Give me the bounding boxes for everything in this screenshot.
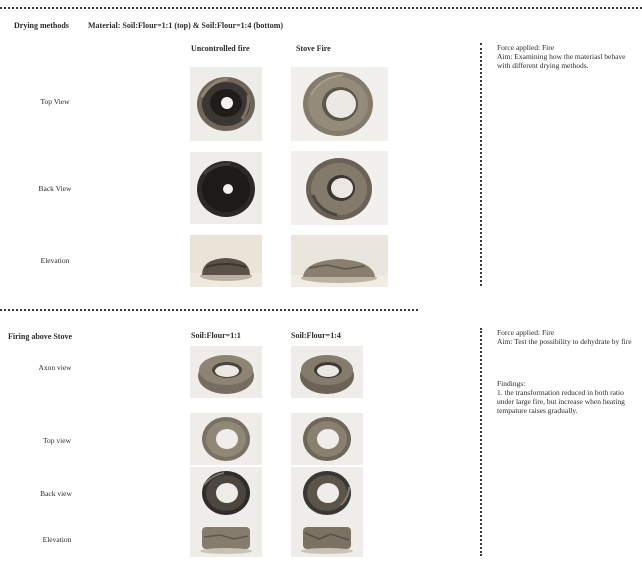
section2-row-top: Top view (42, 436, 71, 445)
photo-stove-elevation (291, 235, 388, 287)
section2-row-back: Back view (40, 489, 72, 498)
section1-material: Material: Soil:Flour=1:1 (top) & Soil:Flour=1:4 (bottom) (88, 21, 284, 30)
section2-title: Firing above Stove (8, 332, 72, 341)
section2-vertical-divider (480, 328, 482, 556)
section2-finding-1: 1. the transformation reduced in both ratio under large fire, but increase when heating tempature raises gradually. (497, 388, 625, 415)
section1-note-force: Force applied: Fire (497, 43, 555, 52)
photo-1-1-elevation (190, 519, 262, 557)
section1-row-top-view: Top View (40, 97, 70, 106)
photo-stove-back (291, 151, 388, 225)
photo-uncontrolled-elevation (190, 235, 262, 287)
middle-divider (0, 309, 418, 311)
section2-note-aim: Aim: Test the possibility to dehydrate by fire (497, 337, 632, 346)
photo-uncontrolled-top (190, 67, 262, 141)
section1-note-aim: Aim: Examining how the materiasl behave with different drying methods. (497, 52, 626, 70)
photo-uncontrolled-back (190, 152, 262, 224)
section1-col-stove: Stove Fire (296, 44, 331, 53)
photo-stove-top (291, 67, 388, 141)
section2-findings-title: Findings: (497, 379, 526, 388)
photo-1-4-back (291, 467, 363, 519)
photo-1-1-top (190, 413, 262, 465)
section2-row-elevation: Elevation (42, 535, 72, 544)
section2-col-1-4: Soil:Flour=1:4 (291, 331, 341, 340)
photo-1-4-top (291, 413, 363, 465)
section1-row-back-view: Back View (38, 184, 72, 193)
photo-1-4-axon (291, 346, 363, 398)
section1-row-elevation: Elevation (40, 256, 70, 265)
section1-vertical-divider (480, 43, 482, 286)
section1-title: Drying methods (14, 21, 69, 30)
photo-1-4-elevation (291, 519, 363, 557)
section2-note-force: Force applied: Fire (497, 328, 555, 337)
top-divider (0, 7, 642, 9)
section1-col-uncontrolled: Uncontrolled fire (191, 44, 250, 53)
photo-1-1-axon (190, 346, 262, 398)
section2-col-1-1: Soil:Flour=1:1 (191, 331, 241, 340)
photo-1-1-back (190, 467, 262, 519)
section2-row-axon: Axon view (38, 363, 72, 372)
